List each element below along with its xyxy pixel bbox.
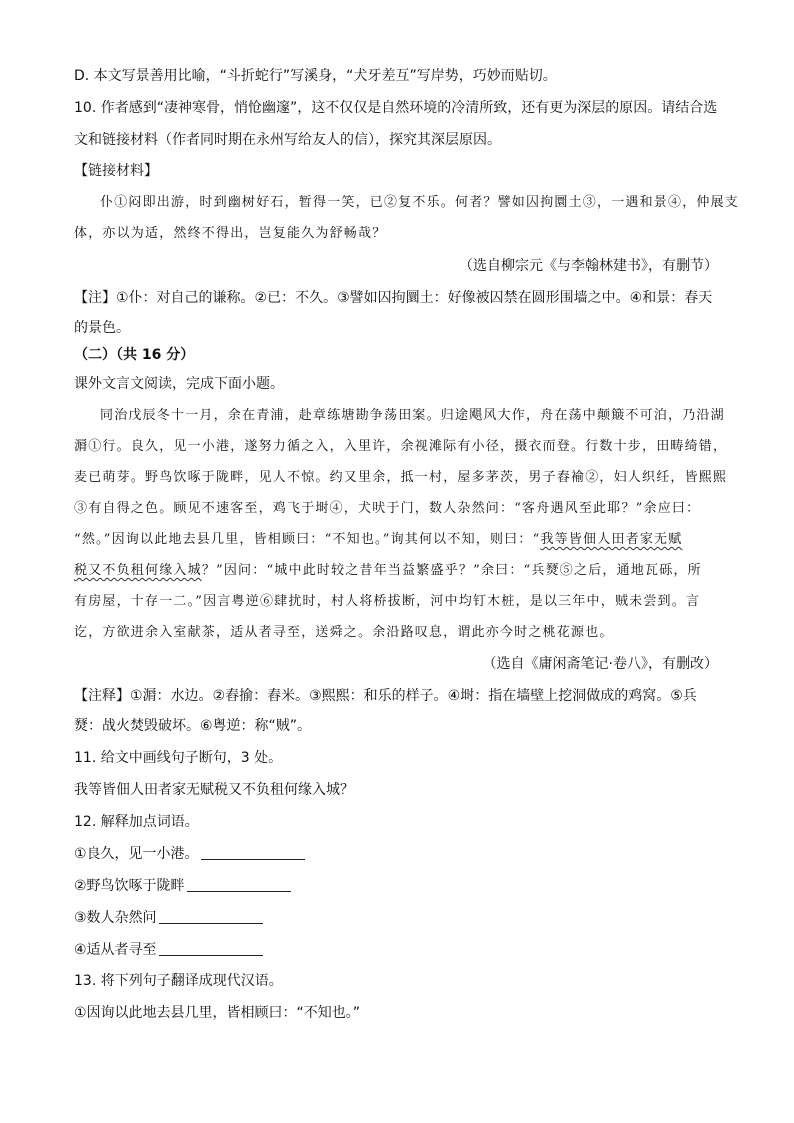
- q12-item-2: [74, 876, 291, 896]
- passage-source: （选自《庸闲斋笔记·卷八》，有删改）: [482, 656, 718, 672]
- material-note-line2: 的景色。: [74, 320, 130, 336]
- answer-blank-2[interactable]: [187, 877, 291, 892]
- passage-line6: [74, 561, 702, 581]
- passage-line8: 讫，方欲进余入室献茶，适从者寻至，送舜之。余沿路叹息，谓此亦今时之桃花源也。: [74, 625, 614, 640]
- passage-line5: [74, 530, 682, 550]
- passage-line6-text: ？”因问：“城中此时较之昔年当益繁盛乎？”余曰：“兵燹⑤之后，通地瓦砾，所: [201, 563, 702, 578]
- q12-item-3-text: ③数人杂然问: [74, 910, 157, 926]
- passage-line7: 有房屋，十存一二。”因言粤逆⑥肆扰时，村人将桥拔断，河中均钉木桩，是以三年中，贼未尝到。言: [74, 594, 701, 609]
- q12-item-2-text: ②野鸟饮啄于陇畔: [74, 878, 185, 894]
- material-source: （选自柳宗元《与李翰林建书》，有删节）: [459, 258, 718, 274]
- q9-option-d: D. 本文写景善用比喻，“斗折蛇行”写溪身，“犬牙差互”写岸势，巧妙而贴切。: [74, 68, 557, 84]
- material-heading: 【链接材料】: [74, 163, 158, 179]
- passage-line1: 同治戊辰冬十一月，余在青浦，赴章练塘勘争荡田案。归途飓风大作，舟在荡中颠簸不可泊，乃沿湖: [100, 408, 725, 423]
- q12-item-4: [74, 940, 263, 960]
- q10-prompt-line1: 10. 作者感到“凄神寒骨，悄怆幽邃”，这不仅仅是自然环境的冷清所致，还有更为深层的原因。请结合选: [74, 100, 718, 116]
- material-text-line1: 仆①闷即出游，时到幽树好石，暂得一笑，已②复不乐。何者？譬如囚拘圜土③，一遇和景④，仲展支: [100, 195, 740, 210]
- q12-prompt: 12. 解释加点词语。: [74, 814, 199, 830]
- q13-prompt: 13. 将下列句子翻译成现代汉语。: [74, 973, 283, 989]
- passage-line3: 麦已萌芽。野鸟饮啄于陇畔，见人不惊。约又里余，抵一村，屋多茅茨，男子舂褕②，妇人织纴，皆熙熙: [74, 470, 728, 485]
- answer-blank-4[interactable]: [159, 941, 263, 956]
- material-text-line2: 体，亦以为适，然终不得出，岂复能久为舒畅哉？: [74, 226, 387, 241]
- q12-item-3: [74, 908, 263, 928]
- passage-note-line1: 【注释】①漘：水边。②舂揄：舂米。③熙熙：和乐的样子。④埘：指在墙壁上挖洞做成的鸡窝。⑤兵: [74, 688, 697, 704]
- section2-heading: （二）（共 16 分）: [74, 347, 195, 363]
- q10-prompt-line2: 文和链接材料（作者同时期在永州写给友人的信），探究其深层原因。: [74, 132, 501, 148]
- q12-item-1: [74, 844, 305, 864]
- answer-blank-3[interactable]: [159, 909, 263, 924]
- q12-item-4-text: ④适从者寻至: [74, 942, 157, 958]
- q12-item-1-text: ①良久，见一小港。: [74, 846, 199, 862]
- q11-prompt: 11. 给文中画线句子断句，3 处。: [74, 750, 283, 766]
- material-note-line1: 【注】①仆：对自己的谦称。②已：不久。③譬如囚拘圜土：好像被囚禁在圆形围墙之中。④和景：春天: [74, 290, 713, 306]
- passage-line4: ③有自得之色。顾见不速客至，鸡飞于埘④，犬吠于门，数人杂然问：“客舟遇风至此耶？”余应曰：: [74, 501, 701, 516]
- answer-blank-1[interactable]: [201, 845, 305, 860]
- passage-note-line2: 燹：战火焚毁破坏。⑥粤逆：称“贼”。: [74, 718, 312, 734]
- passage-line2: 漘①行。良久，见一小港，遂努力循之入，入里许，余视滩际有小径，摄衣而登。行数十步，田畴绮错，: [74, 439, 728, 454]
- underlined-sentence-part2: 税又不负租何缘入城: [74, 563, 202, 578]
- underlined-sentence-part1: 我等皆佃人田者家无赋: [540, 532, 683, 547]
- q11-sentence: 我等皆佃人田者家无赋税又不负租何缘入城？: [74, 782, 354, 798]
- passage-line5-text: “然。”因询以此地去县几里，皆相顾曰：“不知也。”询其何以不知，则曰：“: [74, 532, 541, 547]
- section2-instruction: 课外文言文阅读，完成下面小题。: [74, 376, 284, 392]
- q13-item-1: ①因询以此地去县几里，皆相顾曰：“不知也。”: [74, 1005, 361, 1021]
